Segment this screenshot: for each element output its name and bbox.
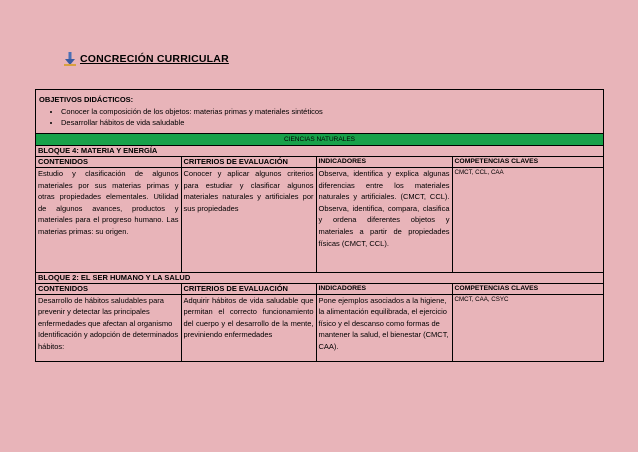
cell-competencias: CMCT, CAA, CSYC (454, 295, 509, 303)
table-row (36, 168, 603, 272)
bloque4-title: BLOQUE 4: MATERIA Y ENERGÍA (36, 146, 603, 157)
col-competencias: COMPETENCIAS CLAVES (452, 284, 603, 295)
col-contenidos: CONTENIDOS (36, 284, 181, 295)
table-row (36, 294, 603, 361)
col-criterios: CRITERIOS DE EVALUACIÓN (181, 284, 316, 295)
bloque2-table (36, 284, 603, 362)
cell-criterios: Adquirir hábitos de vida saludable que permitan el correcto funcionamiento del cuerpo y el desarrollo de la mente, previniendo enfermedades (181, 294, 316, 361)
down-arrow-bullet-icon (64, 52, 76, 66)
cell-competencias: CMCT, CCL, CAA (454, 169, 504, 176)
section-heading (64, 52, 229, 66)
curriculum-table (35, 89, 604, 362)
objetivo-item: • Conocer la composición de los objetos: materias primas y materiales sintéticos (61, 106, 600, 117)
objetivos-list (39, 106, 600, 128)
objetivo-item: • Desarrollar hábitos de vida saludable (61, 117, 600, 128)
cell-indicadores: Pone ejemplos asociados a la higiene, la alimentación equilibrada, el ejercicio físico y el descanso como formas de mantener la salud, el bienestar (CMCT, CAA). (316, 294, 452, 361)
area-banner: CIENCIAS NATURALES (36, 134, 603, 146)
bloque2-title: BLOQUE 2: EL SER HUMANO Y LA SALUD (36, 272, 603, 284)
bloque4-table (36, 157, 603, 272)
objetivos-heading: OBJETIVOS DIDÁCTICOS: (39, 95, 134, 104)
col-indicadores: INDICADORES (316, 157, 452, 168)
col-criterios: CRITERIOS DE EVALUACIÓN (181, 157, 316, 168)
col-contenidos: CONTENIDOS (36, 157, 181, 168)
cell-criterios: Conocer y aplicar algunos criterios para estudiar y clasificar algunos materiales naturales y artificiales por sus propiedades (181, 168, 316, 272)
col-competencias: COMPETENCIAS CLAVES (452, 157, 603, 168)
cell-contenidos: Estudio y clasificación de algunos materiales por sus materias primas y otras propiedades elementales. Utilidad de algunos avances, productos y materiales para el progreso humano. Las materias primas: su origen. (36, 168, 181, 272)
cell-indicadores: Observa, identifica y explica algunas diferencias entre los materiales naturales y artificiales. (CMCT, CCL). Observa, identifica, compara, clasifica y ordena diferentes objetos y materiales a partir de propiedades físicas (CMCT, CCL). (316, 168, 452, 272)
col-indicadores: INDICADORES (316, 284, 452, 295)
page-title: CONCRECIÓN CURRICULAR (80, 53, 229, 65)
objetivos-section (36, 90, 603, 134)
cell-contenidos: Desarrollo de hábitos saludables para prevenir y detectar las principales enfermedades que afectan al organismo Identificación y adopción de determinados hábitos: (36, 294, 181, 361)
table-header-row (36, 284, 603, 295)
table-header-row (36, 157, 603, 168)
